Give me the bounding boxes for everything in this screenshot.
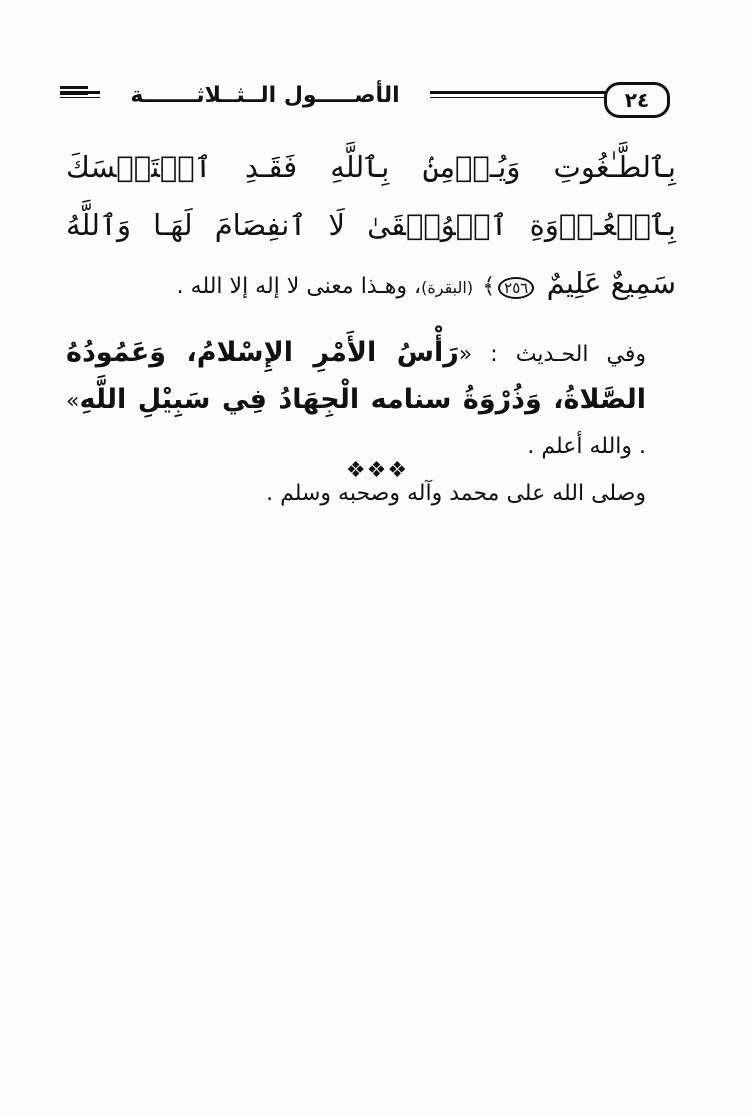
verse-line-2: ٱنفِصَامَ لَهَـا وَٱللَّهُ سَمِيعٌ عَلِيمٌ: [66, 208, 676, 300]
page-number: ٢٤: [604, 82, 670, 118]
hadith-text: رَأْسُ الأَمْرِ الإِسْلامُ، وَعَمُودُهُ الصَّلاةُ، وَذُرْوَةُ سنامه الْجِهَادُ فِي سَبِيْلِ اللَّهِ: [66, 337, 646, 415]
verse-close-bracket: ﴾: [482, 274, 496, 299]
verse-explanation: ، وهـذا معنى لا إله إلا الله .: [176, 274, 422, 299]
verse-line-1: بِٱلطَّـٰغُوتِ وَيُـؤۡمِنۢ بِٱللَّهِ فَقَـدِ ٱسۡتَمۡسَكَ بِٱلۡعُـرۡوَةِ ٱلۡوُثۡقَىٰ لَا: [66, 150, 676, 242]
ayah-number-badge: ٢٥٦: [498, 277, 534, 299]
section-end-ornament: ❖❖❖: [345, 458, 409, 483]
hadith-close: » . والله أعلم .: [66, 389, 646, 459]
hadith-paragraph: [66, 331, 676, 470]
page-header: [60, 78, 670, 118]
book-title: الأصـــــول الــثــلاثـــــــة: [100, 78, 430, 114]
verse-paragraph: [66, 138, 676, 317]
header-ornament-bars: [60, 86, 88, 100]
surah-reference: (البقرة): [421, 278, 474, 297]
salutation-line: وصلى الله على محمد وآله وصحبه وسلم .: [266, 481, 646, 506]
hadith-intro: وفي الحـديث : «: [458, 342, 646, 367]
